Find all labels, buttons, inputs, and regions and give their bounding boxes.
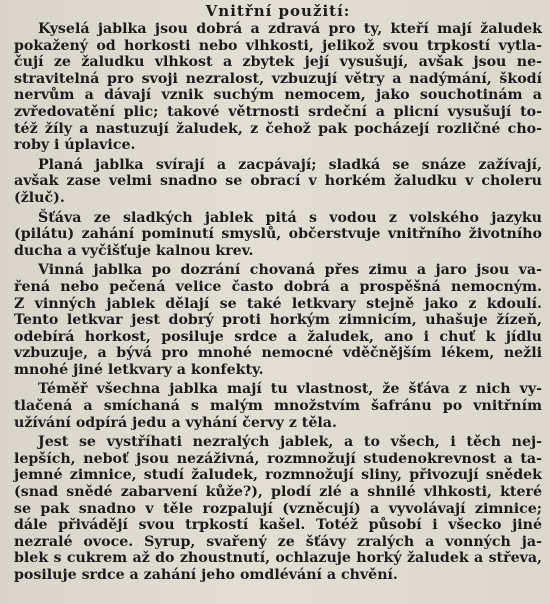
text-line: čují ze žaludku vlhkost a zbytek její vysušují, avšak jsou ne- bbox=[14, 54, 542, 71]
text-line: pokažený od horkosti nebo vlhkosti, jelikož svou trpkostí vytla- bbox=[14, 37, 542, 54]
paragraph bbox=[14, 262, 542, 378]
text-line: jemné zimnice, studí žaludek, rozmnožují sliny, přivozují snědek bbox=[14, 467, 542, 484]
text-line: (pilátu) zahání pominutí smyslů, občerstvuje vnitřního životního bbox=[14, 226, 542, 243]
text-line: (žluč). bbox=[14, 189, 65, 206]
paragraph bbox=[14, 21, 542, 154]
text-line: Kyselá jablka jsou dobrá a zdravá pro ty, kteří mají žaludek bbox=[38, 21, 542, 37]
paragraph bbox=[14, 381, 542, 431]
text-line: řená nebo pečená velice často dobrá a prospěšná nemocným. bbox=[14, 278, 542, 295]
text-line: vzbuzuje, a bývá pro mnohé nemocné vděčnějším lékem, nežli bbox=[14, 345, 542, 362]
paragraph bbox=[14, 210, 542, 260]
paragraph bbox=[14, 157, 542, 207]
text-line: (snad snědé zabarvení kůže?), plodí zlé a shnilé vlhkosti, které bbox=[14, 484, 542, 501]
text-line: Vinná jablka po dozrání chovaná přes zimu a jaro jsou va- bbox=[38, 262, 542, 279]
paragraph bbox=[14, 434, 542, 583]
text-line: Téměř všechna jablka mají tu vlastnost, že šťáva z nich vy- bbox=[38, 381, 542, 398]
text-line: Šťáva ze sladkých jablek pitá s vodou z volského jazyku bbox=[38, 209, 542, 226]
text-line: Planá jablka svírají a zacpávají; sladká se snáze zažívají, bbox=[38, 156, 542, 173]
text-line: Tento letkvar jest dobrý proti horkým zimnicím, uhašuje žízeň, bbox=[14, 312, 542, 329]
section-heading: Vnitřní použití: bbox=[205, 2, 351, 20]
text-line: lepších, neboť jsou nezáživná, rozmnožují studenokrevnost a ta- bbox=[14, 450, 542, 467]
text-line: odebírá horkost, posiluje srdce a žaludek, ano i chuť k jídlu bbox=[14, 328, 542, 345]
text-line: nezralé ovoce. Syrup, svařený ze šťávy zralých a vonných ja- bbox=[14, 533, 542, 550]
text-line: též žíly a nastuzují žaludek, z čehož pak pocházejí rozličné cho- bbox=[14, 120, 542, 137]
text-line: ducha a vyčišťuje kalnou krev. bbox=[14, 242, 254, 259]
text-line: avšak zase velmi snadno se obrací v horkém žaludku v choleru bbox=[14, 173, 542, 190]
text-line: zvředovatění plic; takové větrnosti srdeční a plicní vysušují to- bbox=[14, 103, 542, 120]
body-text bbox=[14, 21, 542, 584]
text-line: Z vinných jablek dělají se také letkvary stejně jako z kdoulí. bbox=[14, 295, 542, 312]
text-line: tlačená a smíchaná s malým množstvím šafránu po vnitřním bbox=[14, 398, 542, 415]
text-line: posiluje srdce a zahání jeho omdlévání a chvění. bbox=[14, 567, 398, 583]
text-line: blek s cukrem až do zhoustnutí, ochlazuje horký žaludek a střeva, bbox=[14, 550, 542, 567]
text-line: dále přivádějí svou trpkostí kašel. Totéž působí i všecko jiné bbox=[14, 517, 542, 534]
text-line: se pak snadno v těle rozpalují (vzněcují) a vyvolávají zimnice; bbox=[14, 500, 542, 517]
text-line: nervům a dávají vznik suchým nemocem, jako souchotinám a bbox=[14, 87, 542, 104]
text-line: Jest se vystříhati nezralých jablek, a to všech, i těch nej- bbox=[38, 434, 542, 451]
text-line: roby i úplavice. bbox=[14, 137, 136, 154]
text-line: užívání odpírá jedu a vyhání červy z těla. bbox=[14, 414, 337, 431]
text-line: stravitelná pro svoji nezralost, vzbuzují větry a nadýmání, škodí bbox=[14, 70, 542, 87]
text-line: mnohé jiné letkvary a konfekty. bbox=[14, 361, 264, 378]
